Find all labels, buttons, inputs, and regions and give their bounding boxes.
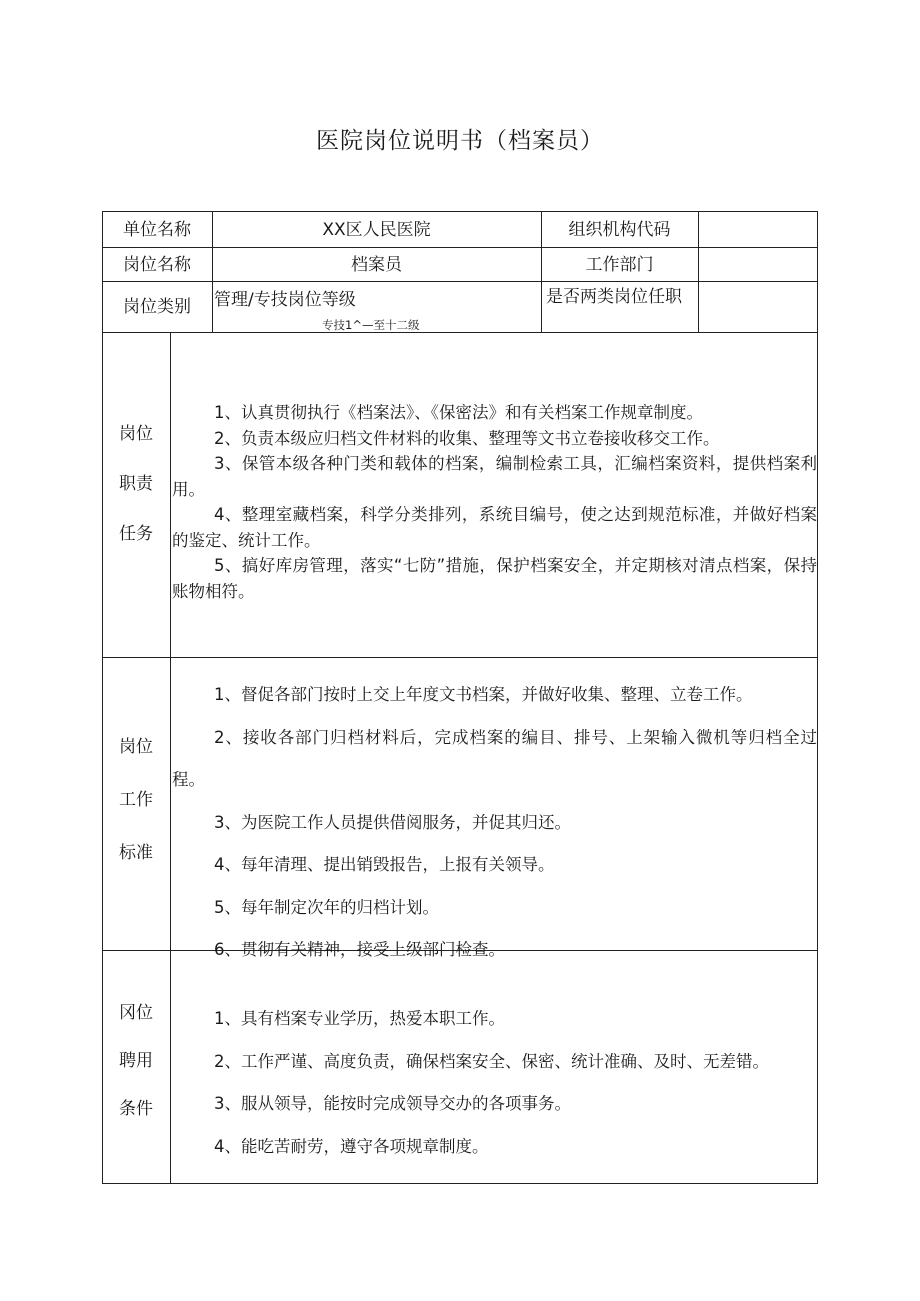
list-item: 2、工作严谨、高度负责，确保档案安全、保密、统计准确、及时、无差错。 <box>214 1051 769 1071</box>
list-item: 5、每年制定次年的归档计划。 <box>214 897 439 917</box>
post-type-label: 岗位类别 <box>123 297 191 317</box>
requirements-label: 冈位 聘用 条件 <box>119 1003 153 1119</box>
standards-label: 岗位 工作 标准 <box>119 737 153 863</box>
list-item: 6、贯彻有关精神，接受上级部门检查。 <box>214 940 505 959</box>
list-item: 3、为医院工作人员提供借阅服务，并促其归还。 <box>214 812 571 832</box>
standards-list <box>172 674 817 972</box>
duties-label: 岗位 职责 任务 <box>119 424 153 544</box>
department-label: 工作部门 <box>585 255 654 275</box>
list-item: 1、认真贯彻执行《档案法》、《保密法》和有关档案工作规章制度。 <box>214 403 703 422</box>
list-item: 4、能吃苦耐劳，遵守各项规章制度。 <box>214 1136 489 1156</box>
list-item: 4、整理室藏档案，科学分类排列，系统目编号，使之达到规范标准，并做好档案的鉴定、统计工作。 <box>172 505 817 550</box>
post-name-label: 岗位名称 <box>123 255 191 275</box>
requirements-list <box>172 998 817 1168</box>
post-name-value: 档案员 <box>351 255 402 275</box>
list-item: 5、搞好库房管理，落实“七防”措施，保护档案安全，并定期核对清点档案，保持账物相符。 <box>172 556 817 601</box>
dual-post-label: 是否两类岗位任职 <box>546 287 682 307</box>
list-item: 1、督促各部门按时上交上年度文书档案，并做好收集、整理、立卷工作。 <box>214 685 753 704</box>
unit-name-label: 单位名称 <box>123 220 191 240</box>
list-item: 1、具有档案专业学历，热爱本职工作。 <box>214 1009 505 1028</box>
list-item: 2、接收各部门归档材料后，完成档案的编目、排号、上架输入微机等归档全过程。 <box>172 727 817 789</box>
list-item: 2、负责本级应归档文件材料的收集、整理等文书立卷接收移交工作。 <box>214 428 720 448</box>
list-item: 4、每年清理、提出销毁报告，上报有关领导。 <box>214 855 555 874</box>
unit-name-value: XX区人民医院 <box>322 220 431 240</box>
list-item: 3、服从领导，能按时完成领导交办的各项事务。 <box>214 1094 571 1113</box>
post-grade-value: 专技1^—至十二级 <box>322 318 420 332</box>
document-title: 医院岗位说明书（档案员） <box>316 128 604 154</box>
list-item: 3、保管本级各种门类和载体的档案，编制检索工具，汇编档案资料，提供档案利用。 <box>172 454 817 499</box>
duties-list <box>172 400 817 604</box>
org-code-label: 组织机构代码 <box>568 220 671 240</box>
job-description-table <box>102 211 818 1184</box>
post-type-value: 管理/专技岗位等级 <box>214 290 356 310</box>
